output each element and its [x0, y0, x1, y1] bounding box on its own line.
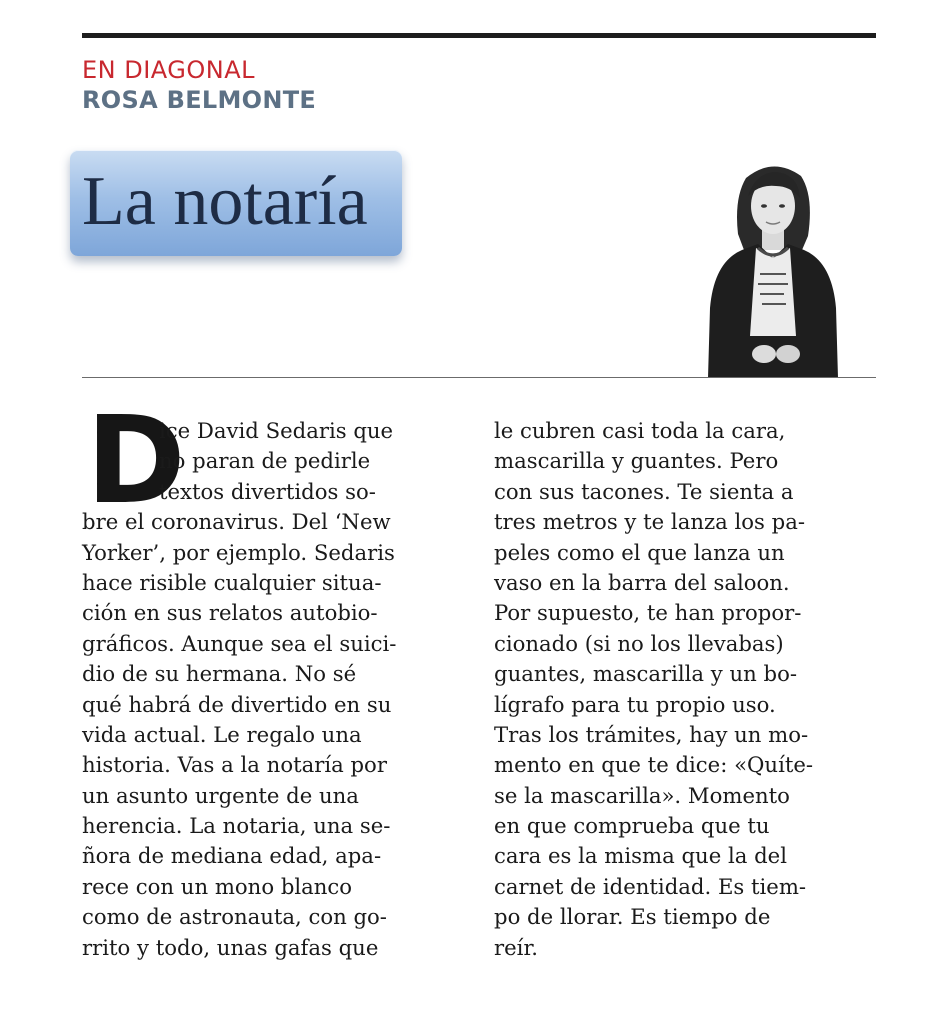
text-line: qué habrá de divertido en su [82, 691, 392, 717]
text-line: cara es la misma que la del [494, 843, 787, 869]
text-line: mento en que te dice: «Quíte- [494, 752, 814, 778]
text-line: textos divertidos so- [159, 478, 376, 504]
article-column-right [494, 416, 874, 963]
text-line: po de llorar. Es tiempo de [494, 904, 771, 930]
text-line: Yorker’, por ejemplo. Sedaris [82, 539, 395, 565]
text-line: en que comprueba que tu [494, 813, 770, 839]
text-line: ñora de mediana edad, apa- [82, 843, 382, 869]
text-line: dio de su hermana. No sé [82, 661, 357, 687]
text-line: peles como el que lanza un [494, 539, 785, 565]
drop-cap: D [86, 392, 186, 531]
text-line: Por supuesto, te han propor- [494, 600, 802, 626]
text-line: guantes, mascarilla y un bo- [494, 661, 798, 687]
text-line: ice David Sedaris que [159, 418, 394, 443]
text-line: rrito y todo, unas gafas que [82, 934, 379, 960]
header-divider [82, 377, 876, 378]
text-line: un asunto urgente de una [82, 782, 359, 808]
text-line: no paran de pedirle [159, 448, 371, 474]
text-line: bre el coronavirus. Del ‘New [82, 509, 391, 535]
author-name: ROSA BELMONTE [82, 86, 317, 114]
article-column-left [82, 416, 462, 963]
text-line: carnet de identidad. Es tiem- [494, 873, 807, 899]
author-portrait [698, 158, 848, 378]
title-box [70, 150, 402, 256]
text-line: vida actual. Le regalo una [82, 721, 362, 747]
top-rule [82, 33, 876, 38]
text-line: gráficos. Aunque sea el suici- [82, 630, 397, 656]
text-line: como de astronauta, con go- [82, 904, 387, 930]
section-label: EN DIAGONAL [82, 56, 256, 84]
text-line: ción en sus relatos autobio- [82, 600, 378, 626]
text-line: hace risible cualquier situa- [82, 569, 382, 595]
text-line: herencia. La notaria, una se- [82, 813, 391, 839]
text-line: lígrafo para tu propio uso. [494, 691, 776, 717]
text-line: cionado (si no los llevabas) [494, 630, 784, 656]
text-line: vaso en la barra del saloon. [494, 569, 790, 595]
text-line: rece con un mono blanco [82, 873, 353, 899]
text-line: le cubren casi toda la cara, [494, 418, 786, 443]
text-line: reír. [494, 934, 538, 960]
text-line: con sus tacones. Te sienta a [494, 478, 794, 504]
text-line: mascarilla y guantes. Pero [494, 448, 779, 474]
article-title: La notaría [82, 163, 368, 240]
text-line: historia. Vas a la notaría por [82, 752, 387, 778]
text-line: tres metros y te lanza los pa- [494, 509, 805, 535]
text-line: Tras los trámites, hay un mo- [494, 721, 809, 747]
text-line: se la mascarilla». Momento [494, 782, 790, 808]
